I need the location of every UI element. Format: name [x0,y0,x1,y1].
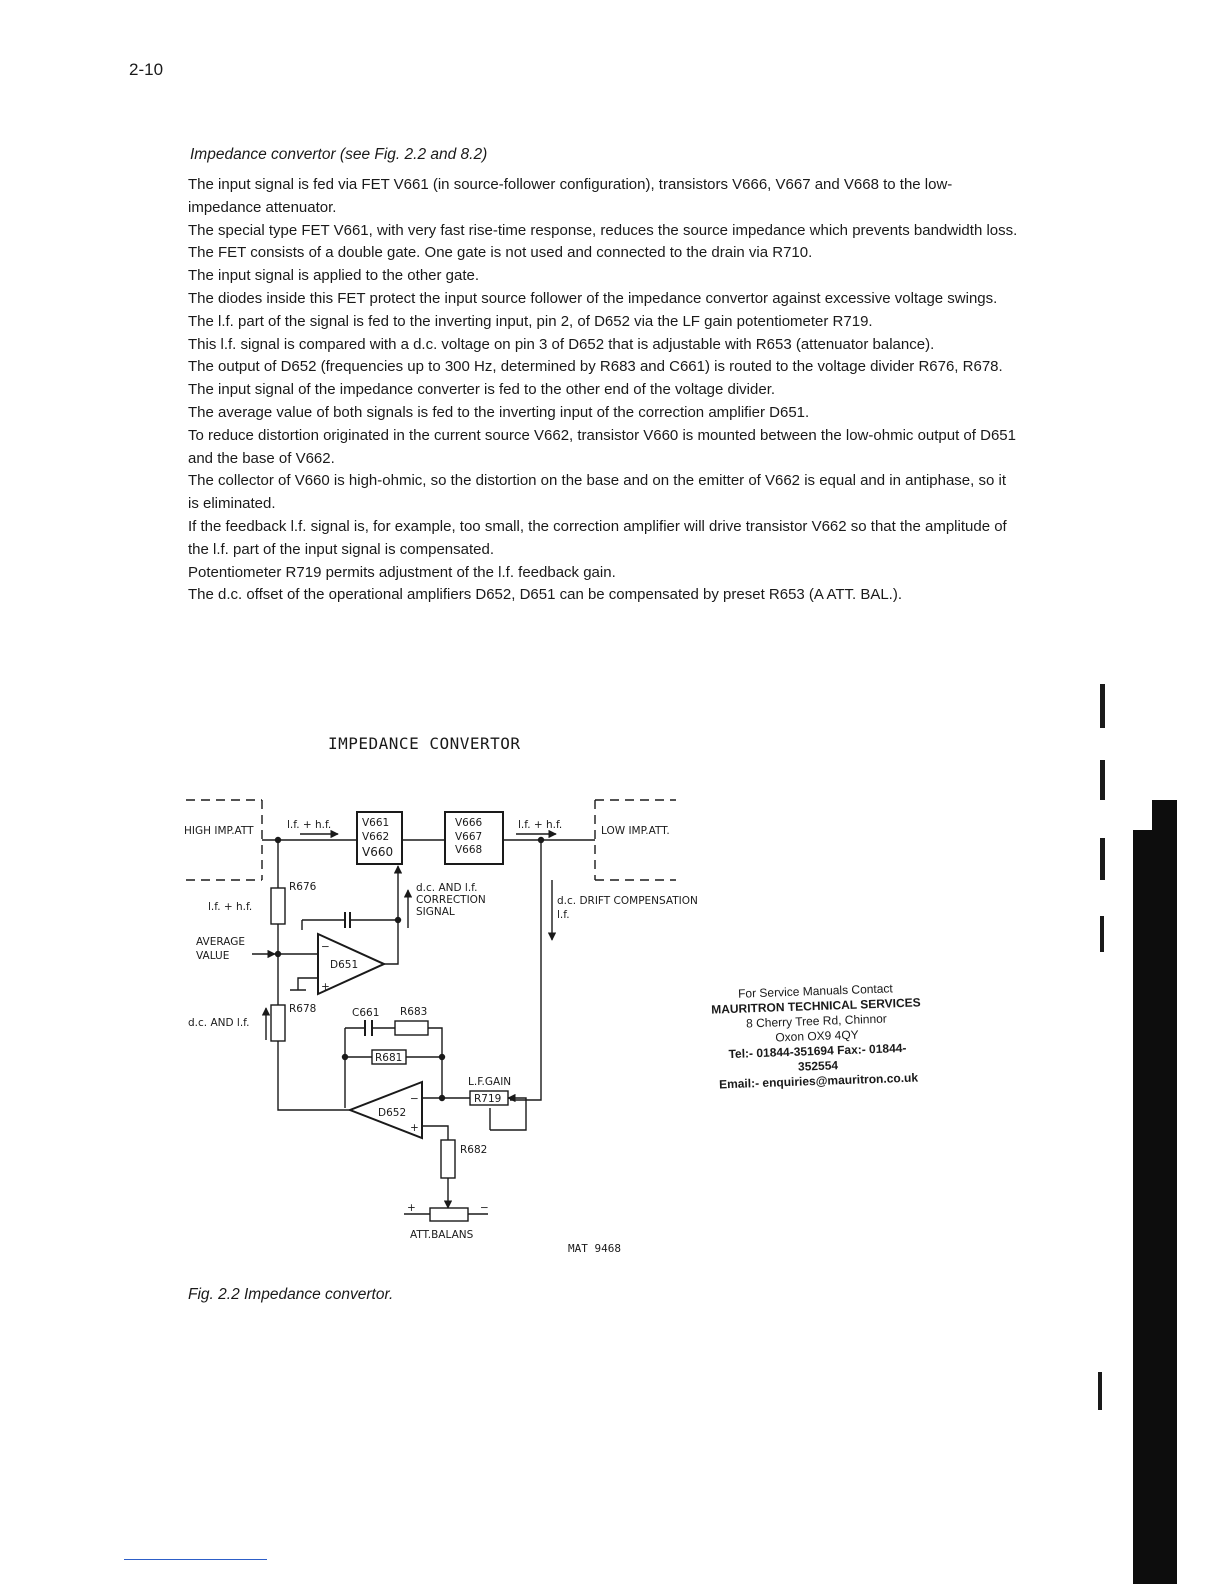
label-lf-gain: L.F.GAIN [468,1076,512,1088]
service-line: For Service Manuals Contact [737,981,893,1001]
label-v662: V662 [362,831,390,843]
paragraph: The diodes inside this FET protect the input source follower of the impedance convertor against excessive voltage swings. [188,289,998,307]
label-d652-minus: − [410,1093,419,1105]
high-imp-att-boundary [186,800,262,880]
service-notice [710,980,924,1092]
label-lf-hf-left: l.f. + h.f. [208,901,253,913]
node [396,918,401,923]
label-balans-plus: + [407,1202,416,1214]
scan-mark [1100,684,1105,728]
resistor-r683 [395,1021,428,1035]
paragraph: The output of D652 (frequencies up to 300 Hz, determined by R683 and C661) is routed to the voltage divider R676, R678. [188,358,1003,376]
service-email: Email:- enquiries@mauritron.co.uk [718,1070,919,1092]
label-d652: D652 [378,1107,407,1119]
paragraph: The input signal is fed via FET V661 (in source-follower configuration), transistors V666, V667 and V668 to the low-impedance attenuator. [188,176,953,216]
section-heading: Impedance convertor (see Fig. 2.2 and 8.2) [190,146,488,163]
label-d651-plus: + [321,981,330,993]
label-r676: R676 [289,881,317,893]
label-r681: R681 [375,1052,403,1064]
paragraph: The FET consists of a double gate. One gate is not used and connected to the drain via R710. [188,244,813,262]
label-dc-lf-3: SIGNAL [416,906,455,918]
label-r678: R678 [289,1003,317,1015]
label-d652-plus: + [410,1122,419,1134]
label-drift-compensation: d.c. DRIFT COMPENSATION [557,895,698,907]
label-r683: R683 [400,1006,428,1018]
resistor-r678 [271,1005,285,1041]
label-lf-hf-out: l.f. + h.f. [518,819,563,831]
node [276,838,281,843]
label-lf-hf-in: l.f. + h.f. [287,819,332,831]
d651-output-wire [384,888,398,964]
scan-mark [1100,916,1104,952]
node [440,1055,445,1060]
node [440,1096,445,1101]
label-v668: V668 [455,844,483,856]
paragraph: The input signal of the impedance converter is fed to the other end of the voltage divider. [188,381,776,399]
low-imp-att-boundary [595,800,676,880]
scan-mark [1100,760,1105,800]
label-average: AVERAGE [196,936,245,948]
label-dc-and-lf: d.c. AND l.f. [188,1017,250,1029]
resistor-r676 [271,888,285,924]
paragraph: The input signal is applied to the other gate. [188,267,480,285]
label-v666: V666 [455,817,483,829]
drift-wire [510,840,541,1100]
cap-c661 [365,1020,372,1036]
scan-edge-notch [1133,800,1152,830]
page-number: 2-10 [129,60,164,79]
paragraph: The l.f. part of the signal is fed to the inverting input, pin 2, of D652 via the LF gain potentiometer R719. [188,312,873,330]
scan-mark [1100,838,1105,880]
diagram-code: MAT 9468 [568,1242,621,1255]
label-high-imp-att: HIGH IMP.ATT [184,825,254,837]
service-line: 8 Cherry Tree Rd, Chinnor [745,1011,888,1031]
service-phone: Tel:- 01844-351694 Fax:- 01844-352554 [728,1040,907,1074]
label-low-imp-att: LOW IMP.ATT. [601,825,670,837]
paragraph: Potentiometer R719 permits adjustment of the l.f. feedback gain. [188,563,616,581]
paragraph: This l.f. signal is compared with a d.c. voltage on pin 3 of D652 that is adjustable with R653 (attenuator balance). [188,335,935,353]
label-dc-lf-1: d.c. AND l.f. [416,882,478,894]
service-company: MAURITRON TECHNICAL SERVICES [710,995,921,1017]
node [343,1055,348,1060]
d651-ground [290,978,318,990]
paragraph: The average value of both signals is fed to the inverting input of the correction amplifier D651. [188,403,810,421]
paragraph: The d.c. offset of the operational amplifiers D652, D651 can be compensated by preset R653 (A ATT. BAL.). [188,586,903,604]
paragraph: The collector of V660 is high-ohmic, so the distortion on the base and on the emitter of V662 is equal and in antiphase, so it is eliminated. [188,472,1006,513]
label-balans-minus: − [480,1202,489,1214]
label-r719: R719 [474,1093,502,1105]
label-dc-lf-2: CORRECTION [416,894,486,906]
label-d651: D651 [330,959,359,971]
node [276,952,281,957]
paragraph: The special type FET V661, with very fast rise-time response, reduces the source impedance which prevents bandwidth loss. [188,221,1018,239]
label-att-balans: ATT.BALANS [410,1229,474,1241]
preset-att-balans [430,1208,468,1221]
figure-caption: Fig. 2.2 Impedance convertor. [188,1286,394,1303]
resistor-r682 [441,1140,455,1178]
service-line: Oxon OX9 4QY [775,1027,859,1045]
d652-noninverting-wire [422,1126,448,1140]
paragraph: If the feedback l.f. signal is, for example, too small, the correction amplifier will drive transistor V662 so that the amplitude of the l.f. part of the input signal is compensated. [188,517,1007,558]
label-v660: V660 [362,845,394,859]
scan-edge-strip [1133,800,1177,1584]
label-d651-minus: − [321,941,330,953]
node [539,838,544,843]
label-c661: C661 [352,1007,380,1019]
diagram-title: IMPEDANCE CONVERTOR [328,734,521,753]
label-v667: V667 [455,831,483,843]
label-value: VALUE [196,950,230,962]
label-drift-lf: l.f. [557,909,570,921]
paragraph: To reduce distortion originated in the current source V662, transistor V660 is mounted between the low-ohmic output of D651 and the base of V662. [188,426,1016,467]
scan-mark [1098,1372,1102,1410]
label-v661: V661 [362,817,390,829]
cap-d651 [345,912,350,928]
footnote-rule [124,1559,267,1560]
label-r682: R682 [460,1144,488,1156]
